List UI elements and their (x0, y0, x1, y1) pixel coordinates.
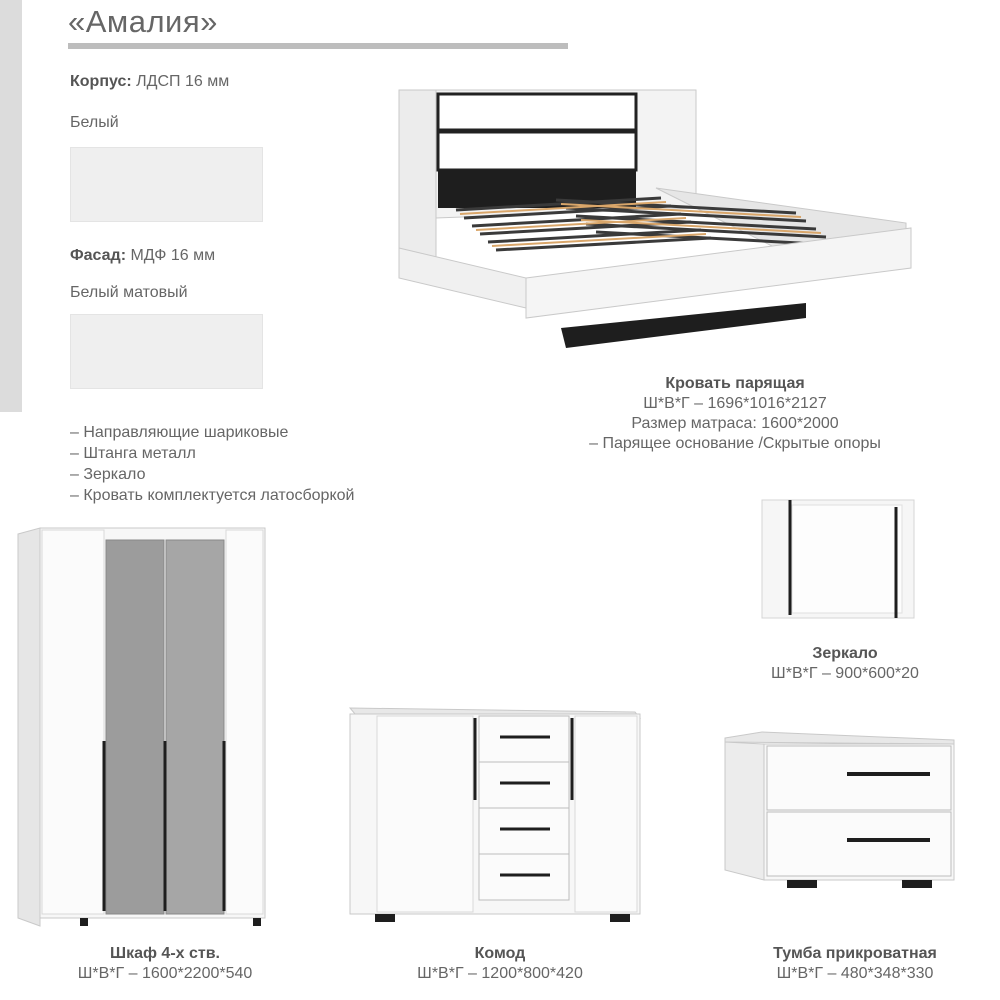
wardrobe-caption (20, 944, 310, 984)
bed-caption (520, 374, 950, 454)
facade-color-swatch (70, 314, 263, 389)
mirror-image (760, 495, 920, 625)
body-color-label: Белый (70, 114, 119, 131)
dresser-name: Комод (474, 945, 526, 962)
feature-item: – Направляющие шариковые (70, 424, 289, 441)
nightstand-image (722, 730, 957, 895)
feature-item: – Зеркало (70, 466, 146, 483)
body-spec-value: ЛДСП 16 мм (131, 73, 230, 90)
wardrobe-image (18, 526, 268, 928)
nightstand-name: Тумба прикроватная (773, 945, 937, 962)
title-underline (68, 43, 568, 49)
dresser-caption (355, 944, 645, 984)
dresser-image (345, 700, 645, 932)
body-color-swatch (70, 147, 263, 222)
bed-dims: Ш*В*Г – 1696*1016*2127 (643, 395, 827, 412)
bed-note: – Парящее основание /Скрытые опоры (589, 435, 881, 452)
collection-title: «Амалия» (68, 4, 218, 39)
facade-spec-value: МДФ 16 мм (126, 247, 216, 264)
bed-image (396, 88, 916, 358)
feature-list (70, 422, 354, 506)
feature-item: – Штанга металл (70, 445, 196, 462)
mirror-name: Зеркало (812, 645, 878, 662)
facade-spec (70, 247, 215, 265)
nightstand-caption (720, 944, 990, 984)
facade-color-label: Белый матовый (70, 284, 188, 301)
body-spec (70, 73, 229, 91)
wardrobe-name: Шкаф 4-х ств. (109, 945, 220, 962)
mirror-dims: Ш*В*Г – 900*600*20 (771, 665, 919, 682)
mirror-caption (720, 644, 970, 684)
wardrobe-dims: Ш*В*Г – 1600*2200*540 (77, 965, 253, 982)
nightstand-dims: Ш*В*Г – 480*348*330 (776, 965, 934, 982)
dresser-dims: Ш*В*Г – 1200*800*420 (417, 965, 583, 982)
bed-name: Кровать парящая (665, 375, 805, 392)
left-accent-bar (0, 0, 22, 412)
body-spec-label: Корпус: (70, 73, 132, 90)
facade-spec-label: Фасад: (70, 247, 127, 264)
feature-item: – Кровать комплектуется латосборкой (70, 487, 355, 504)
bed-mattress: Размер матраса: 1600*2000 (631, 415, 839, 432)
